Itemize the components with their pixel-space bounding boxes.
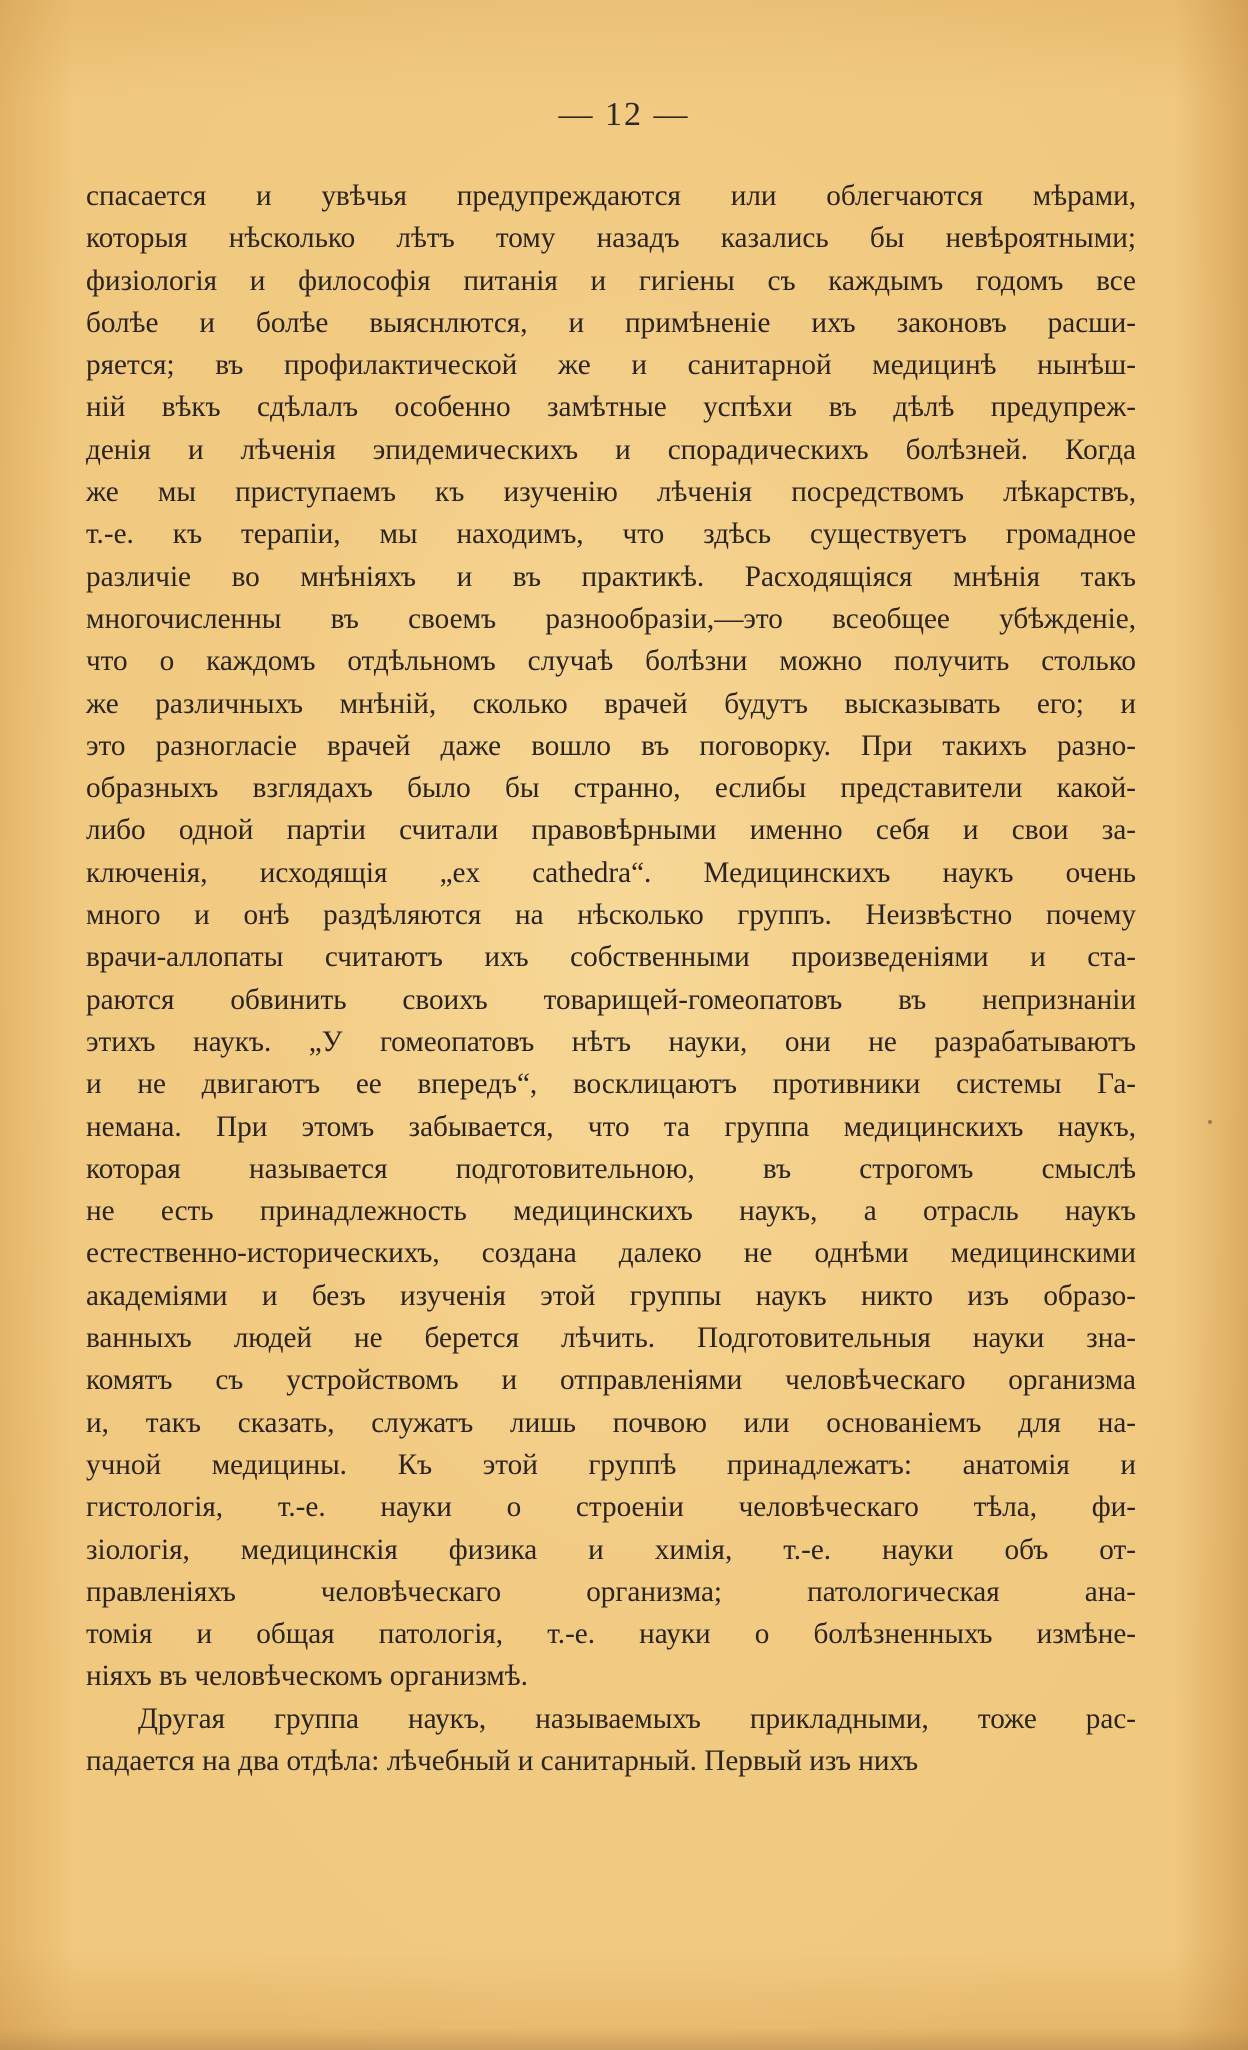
text-line: же мы приступаемъ къ изученію лѣченія посредствомъ лѣкарствъ,: [86, 476, 1136, 509]
text-line: академіями и безъ изученія этой группы наукъ никто изъ образо-: [86, 1279, 1136, 1312]
text-line: Другая группа наукъ, называемыхъ прикладными, тоже рас-: [138, 1702, 1136, 1735]
text-line: либо одной партіи считали правовѣрными именно себя и свои за-: [86, 814, 1136, 847]
text-line: комятъ съ устройствомъ и отправленіями человѣческаго организма: [86, 1364, 1136, 1397]
text-line: физіологія и философія питанія и гигіены съ каждымъ годомъ все: [86, 264, 1136, 297]
text-line: и не двигаютъ ее впередъ“, восклицаютъ противники системы Га-: [86, 1068, 1136, 1101]
text-line: ключенія, исходящія „ex cathedra“. Медицинскихъ наукъ очень: [86, 856, 1136, 889]
text-line: образныхъ взглядахъ было бы странно, еслибы представители какой-: [86, 772, 1136, 805]
paper-speck: [1208, 1120, 1212, 1124]
text-line: ніяхъ въ человѣческомъ организмѣ.: [86, 1660, 528, 1693]
text-line: которыя нѣсколько лѣтъ тому назадъ казались бы невѣроятными;: [86, 222, 1136, 255]
text-line: ній вѣкъ сдѣлалъ особенно замѣтные успѣхи въ дѣлѣ предупреж-: [86, 391, 1136, 424]
text-line: и, такъ сказать, служатъ лишь почвою или основаніемъ для на-: [86, 1406, 1136, 1439]
text-line: не есть принадлежность медицинскихъ наукъ, а отрасль наукъ: [86, 1195, 1136, 1228]
text-line: немана. При этомъ забывается, что та группа медицинскихъ наукъ,: [86, 1110, 1136, 1143]
text-line: много и онѣ раздѣляются на нѣсколько группъ. Неизвѣстно почему: [86, 899, 1136, 932]
text-line: различіе во мнѣніяхъ и въ практикѣ. Расходящіяся мнѣнія такъ: [86, 560, 1136, 593]
text-line: учной медицины. Къ этой группѣ принадлежатъ: анатомія и: [86, 1448, 1136, 1481]
text-line: ряется; въ профилактической же и санитарной медицинѣ нынѣш-: [86, 349, 1136, 382]
text-line: зіологія, медицинскія физика и химія, т.-е. науки объ от-: [86, 1533, 1136, 1566]
page-number: — 12 —: [558, 96, 690, 133]
text-line: гистологія, т.-е. науки о строеніи человѣческаго тѣла, фи-: [86, 1491, 1136, 1524]
text-line: что о каждомъ отдѣльномъ случаѣ болѣзни можно получить столько: [86, 645, 1136, 678]
text-line: естественно-историческихъ, создана далеко не однѣми медицинскими: [86, 1237, 1136, 1270]
text-line: т.-е. къ терапіи, мы находимъ, что здѣсь существуетъ громадное: [86, 518, 1136, 551]
text-line: же различныхъ мнѣній, сколько врачей будутъ высказывать его; и: [86, 687, 1136, 720]
text-line: врачи-аллопаты считаютъ ихъ собственными произведеніями и ста-: [86, 941, 1136, 974]
page-bottom-edge: [0, 2028, 1248, 2050]
text-line: ванныхъ людей не берется лѣчить. Подготовительныя науки зна-: [86, 1322, 1136, 1355]
text-line: правленіяхъ человѣческаго организма; патологическая ана-: [86, 1575, 1136, 1608]
text-line: раются обвинить своихъ товарищей-гомеопатовъ въ непризнаніи: [86, 983, 1136, 1016]
text-line: денія и лѣченія эпидемическихъ и спорадическихъ болѣзней. Когда: [86, 433, 1136, 466]
text-line: которая называется подготовительною, въ строгомъ смыслѣ: [86, 1152, 1136, 1185]
text-line: спасается и увѣчья предупреждаются или облегчаются мѣрами,: [86, 180, 1136, 212]
text-line: болѣе и болѣе выяснлются, и примѣненіе ихъ законовъ расши-: [86, 306, 1136, 339]
text-line: многочисленны въ своемъ разнообразіи,—это всеобщее убѣжденіе,: [86, 602, 1136, 635]
text-line: томія и общая патологія, т.-е. науки о болѣзненныхъ измѣне-: [86, 1618, 1136, 1651]
text-line: падается на два отдѣла: лѣчебный и санитарный. Первый изъ нихъ: [86, 1744, 919, 1777]
text-line: это разногласіе врачей даже вошло въ поговорку. При такихъ разно-: [86, 729, 1136, 762]
text-line: этихъ наукъ. „У гомеопатовъ нѣтъ науки, они не разрабатываютъ: [86, 1025, 1136, 1058]
page-body-text: [86, 175, 1136, 1782]
